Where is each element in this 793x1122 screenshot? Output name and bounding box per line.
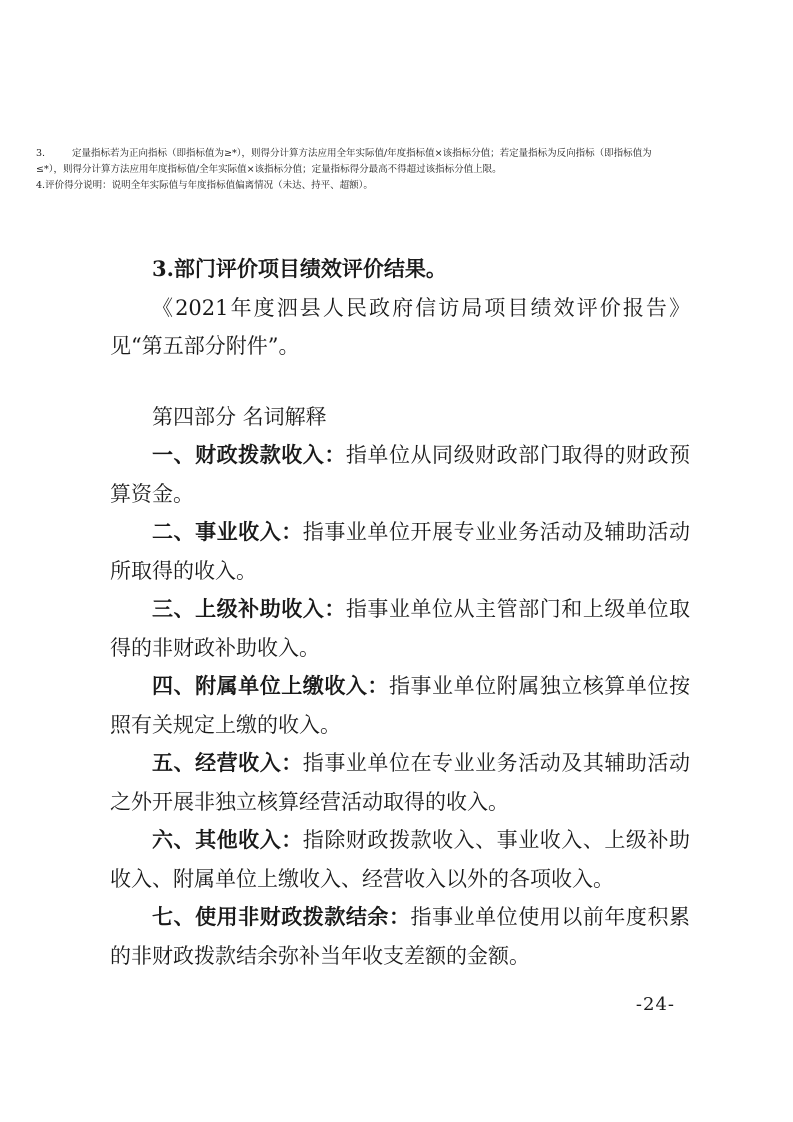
footnote-3 [36,146,786,162]
footnote-number: 3. [36,148,46,159]
document-body [110,250,690,975]
section-heading: 3.部门评价项目绩效评价结果。 [152,256,447,281]
footnote-text: 4.评价得分说明：说明全年实际值与年度指标值偏离情况（未达、持平、超额）。 [36,180,373,191]
footnote-text: 定量指标若为正向指标（即指标值为≥*），则得分计算方法应用全年实际值/年度指标值×该指标分值；若定量指标为反向指标（即指标值为 [72,148,652,159]
footnote-3-continued [36,162,786,178]
definition-item [110,898,690,975]
definition-item [110,821,690,898]
definition-term: 一、财政拨款收入： [152,442,346,467]
definition-term: 二、事业收入： [152,519,303,544]
footnote-4 [36,178,786,194]
part-title: 第四部分 名词解释 [152,404,327,429]
table-footnotes [36,146,786,194]
section-paragraph: 《2021年度泗县人民政府信访局项目绩效评价报告》见“第五部分附件”。 [110,295,690,358]
definition-text: 指事业单位开展专业业务活动及辅助活动所取得的收入。 [110,520,691,583]
definition-term: 三、上级补助收入： [152,596,346,621]
definition-text: 指单位从同级财政部门取得的财政预算资金。 [110,443,690,506]
definition-text: 指事业单位使用以前年度积累的非财政拨款结余弥补当年收支差额的金额。 [110,905,690,968]
definition-item [110,667,690,744]
definition-term: 七、使用非财政拨款结余： [152,904,411,929]
footnote-text: ≤*），则得分计算方法应用年度指标值/全年实际值×该指标分值；定量指标得分最高不得超过该指标分值上限。 [36,164,502,175]
definition-term: 四、附属单位上缴收入： [152,673,389,698]
definition-text: 指事业单位在专业业务活动及其辅助活动之外开展非独立核算经营活动取得的收入。 [110,751,691,814]
definition-item [110,436,690,513]
definition-text: 指事业单位附属独立核算单位按照有关规定上缴的收入。 [110,674,691,737]
definition-text: 指事业单位从主管部门和上级单位取得的非财政补助收入。 [110,597,690,660]
definition-term: 五、经营收入： [152,750,303,775]
definition-item [110,744,690,821]
page-number: -24- [635,994,675,1015]
definition-item [110,513,690,590]
definition-term: 六、其他收入： [152,827,303,852]
definition-text: 指除财政拨款收入、事业收入、上级补助收入、附属单位上缴收入、经营收入以外的各项收入。 [110,828,691,891]
definition-item [110,590,690,667]
